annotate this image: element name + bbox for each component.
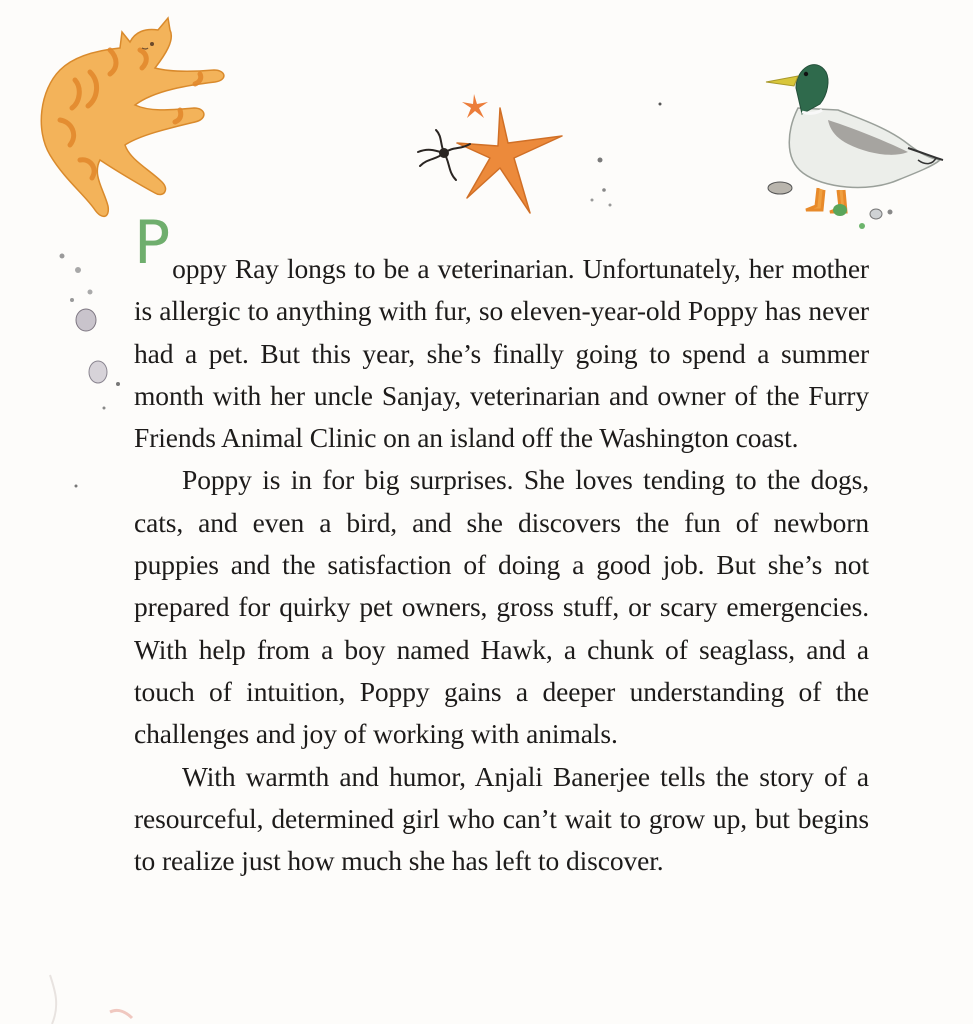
blurb-paragraph-2: Poppy is in for big surprises. She loves tending to the dogs, cats, and even a bird, and she discovers the fun of newborn puppies and the satisfaction of doing a good job. But she’s not prepared for quirky pet owners, gross stuff, or scary emergencies. With help from a boy named Hawk, a chunk of seaglass, and a touch of intuition, Poppy gains a deeper understanding of the challenges and joy of working with animals. <box>134 464 869 750</box>
blurb-paragraph-1 <box>134 208 869 459</box>
blurb-paragraph-3: With warmth and humor, Anjali Banerjee tells the story of a resourceful, determined girl who can’t wait to grow up, but begins to realize just how much she has left to discover. <box>134 760 869 877</box>
blurb-paragraph-1-text: oppy Ray longs to be a veterinarian. Unfortunately, her mother is allergic to anything with fur, so eleven-year-old Poppy has never had a pet. But this year, she’s finally going to spend a summer month with her uncle Sanjay, veterinarian and owner of the Furry Friends Animal Clinic on an island off the Washington coast. <box>134 253 869 454</box>
book-blurb <box>134 208 869 882</box>
dropcap-letter: P <box>134 208 171 278</box>
